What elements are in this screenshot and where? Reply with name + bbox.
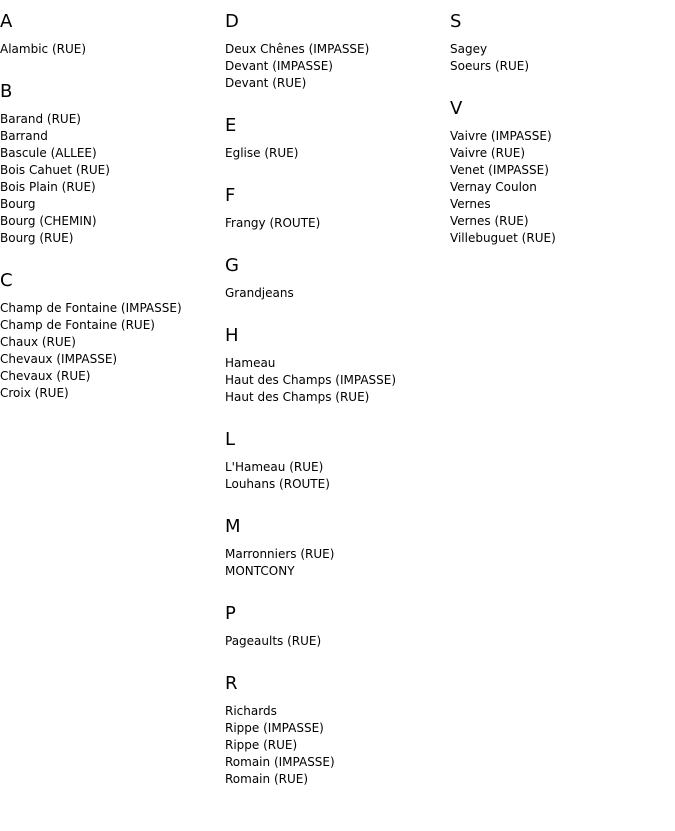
street-link[interactable]: Chevaux (RUE)	[0, 369, 91, 383]
street-link[interactable]: Bois Plain (RUE)	[0, 180, 96, 194]
letter-heading: D	[225, 11, 239, 32]
letter-group-h	[225, 325, 450, 406]
letter-group-b	[0, 81, 225, 247]
street-link[interactable]: Vaivre (IMPASSE)	[450, 129, 552, 143]
letter-group-c	[0, 270, 225, 402]
street-list	[225, 703, 450, 788]
street-link[interactable]: Vernay Coulon	[450, 180, 537, 194]
street-link[interactable]: Venet (IMPASSE)	[450, 163, 549, 177]
street-link[interactable]: Devant (RUE)	[225, 76, 307, 90]
street-link[interactable]: Grandjeans	[225, 286, 294, 300]
street-list	[225, 145, 450, 162]
street-link[interactable]: Champ de Fontaine (IMPASSE)	[0, 301, 182, 315]
letter-group-s	[450, 11, 675, 75]
street-list	[450, 41, 675, 75]
letter-group-a	[0, 11, 225, 58]
street-link[interactable]: Devant (IMPASSE)	[225, 59, 333, 73]
index-column	[225, 11, 450, 811]
street-list	[225, 459, 450, 493]
street-link[interactable]: Bourg	[0, 197, 36, 211]
street-link[interactable]: Haut des Champs (RUE)	[225, 390, 370, 404]
street-link[interactable]: Bourg (CHEMIN)	[0, 214, 97, 228]
letter-group-r	[225, 673, 450, 788]
street-link[interactable]: Sagey	[450, 42, 488, 56]
street-list	[0, 300, 225, 402]
street-link[interactable]: Villebuguet (RUE)	[450, 231, 556, 245]
letter-heading: S	[450, 11, 462, 32]
street-list	[450, 128, 675, 247]
street-link[interactable]: Romain (IMPASSE)	[225, 755, 335, 769]
street-link[interactable]: L'Hameau (RUE)	[225, 460, 324, 474]
street-link[interactable]: Soeurs (RUE)	[450, 59, 530, 73]
letter-heading: A	[0, 11, 13, 32]
letter-group-v	[450, 98, 675, 247]
street-link[interactable]: Croix (RUE)	[0, 386, 69, 400]
letter-heading: F	[225, 185, 236, 206]
letter-heading: H	[225, 325, 239, 346]
letter-heading: R	[225, 673, 238, 694]
letter-group-f	[225, 185, 450, 232]
street-list	[225, 633, 450, 650]
street-link[interactable]: Eglise (RUE)	[225, 146, 299, 160]
letter-heading: G	[225, 255, 239, 276]
street-link[interactable]: Louhans (ROUTE)	[225, 477, 330, 491]
letter-group-e	[225, 115, 450, 162]
letter-heading: P	[225, 603, 236, 624]
letter-group-l	[225, 429, 450, 493]
street-link[interactable]: MONTCONY	[225, 564, 295, 578]
letter-group-g	[225, 255, 450, 302]
street-link[interactable]: Richards	[225, 704, 277, 718]
street-link[interactable]: Haut des Champs (IMPASSE)	[225, 373, 397, 387]
street-link[interactable]: Romain (RUE)	[225, 772, 309, 786]
street-link[interactable]: Rippe (RUE)	[225, 738, 298, 752]
letter-group-d	[225, 11, 450, 92]
street-link[interactable]: Barand (RUE)	[0, 112, 81, 126]
street-list	[225, 41, 450, 92]
letter-heading: M	[225, 516, 241, 537]
street-list	[0, 111, 225, 247]
street-link[interactable]: Pageaults (RUE)	[225, 634, 322, 648]
street-link[interactable]: Frangy (ROUTE)	[225, 216, 321, 230]
street-link[interactable]: Champ de Fontaine (RUE)	[0, 318, 155, 332]
street-link[interactable]: Deux Chênes (IMPASSE)	[225, 42, 370, 56]
street-link[interactable]: Vernes (RUE)	[450, 214, 529, 228]
street-list	[225, 546, 450, 580]
letter-heading: B	[0, 81, 13, 102]
street-list	[0, 41, 225, 58]
letter-heading: E	[225, 115, 237, 136]
index-column	[450, 11, 675, 270]
street-link[interactable]: Rippe (IMPASSE)	[225, 721, 324, 735]
street-link[interactable]: Chaux (RUE)	[0, 335, 76, 349]
street-list	[225, 215, 450, 232]
street-link[interactable]: Barrand	[0, 129, 48, 143]
street-list	[225, 355, 450, 406]
street-link[interactable]: Bascule (ALLEE)	[0, 146, 97, 160]
street-link[interactable]: Marronniers (RUE)	[225, 547, 335, 561]
street-link[interactable]: Vernes	[450, 197, 491, 211]
letter-group-p	[225, 603, 450, 650]
street-link[interactable]: Vaivre (RUE)	[450, 146, 525, 160]
street-list	[225, 285, 450, 302]
street-link[interactable]: Bourg (RUE)	[0, 231, 74, 245]
letter-heading: C	[0, 270, 13, 291]
letter-heading: L	[225, 429, 236, 450]
letter-group-m	[225, 516, 450, 580]
street-link[interactable]: Chevaux (IMPASSE)	[0, 352, 118, 366]
street-link[interactable]: Hameau	[225, 356, 276, 370]
index-column	[0, 11, 225, 425]
street-link[interactable]: Alambic (RUE)	[0, 42, 87, 56]
street-link[interactable]: Bois Cahuet (RUE)	[0, 163, 110, 177]
letter-heading: V	[450, 98, 463, 119]
